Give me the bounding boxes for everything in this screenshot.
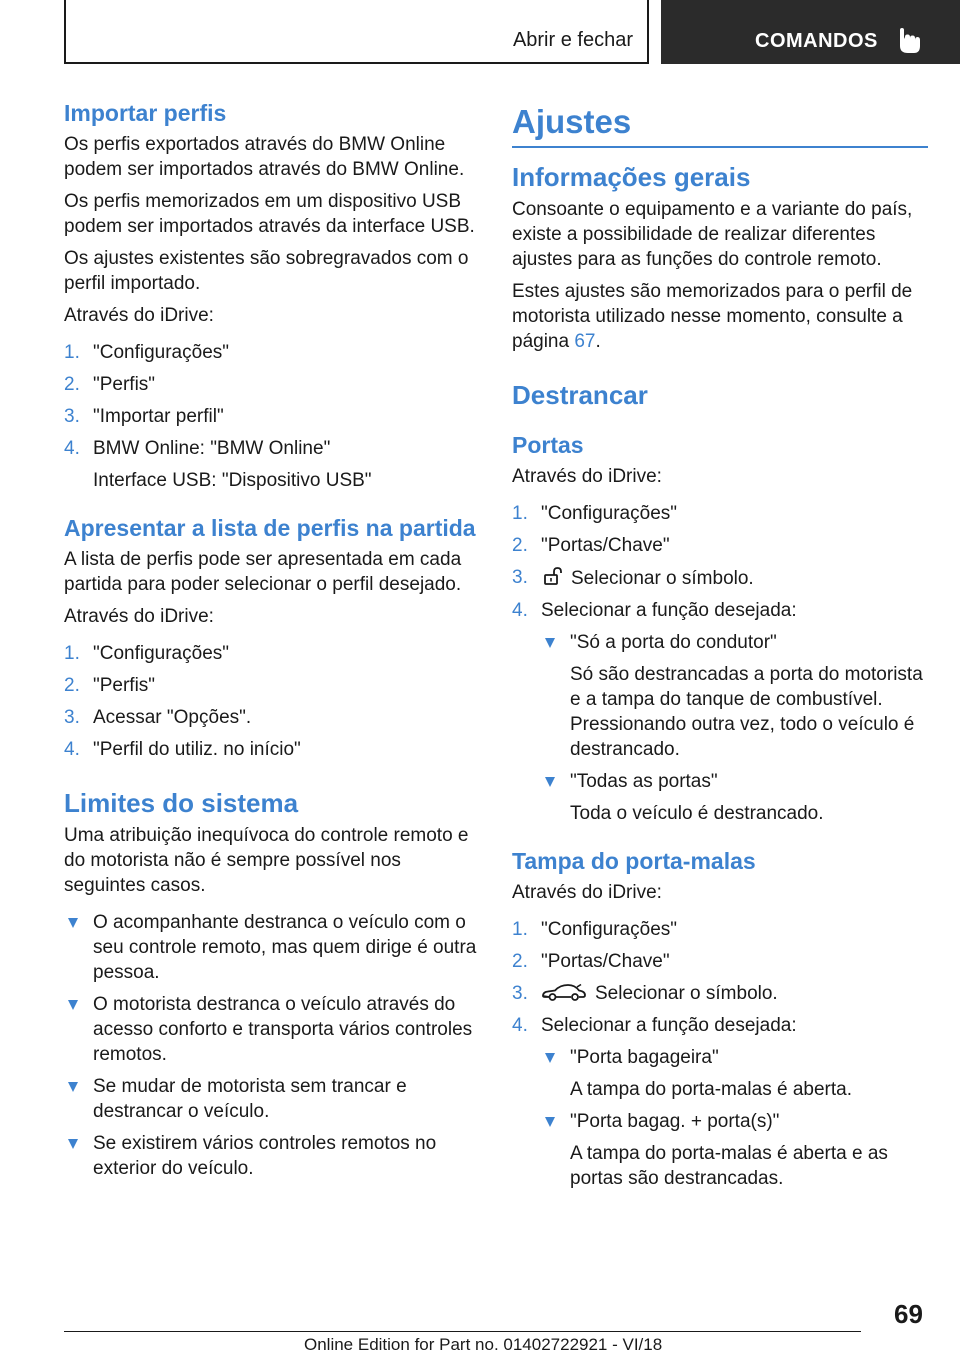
step-number: 4. — [512, 1015, 528, 1036]
option-detail: Só são destrancadas a porta do motorista e a tampa do tanque de combustível. Pressionando outra vez, todo o veículo é destrancado. — [570, 664, 923, 760]
option-list-tampa — [541, 1045, 928, 1191]
option-detail: Toda o veículo é destrancado. — [570, 803, 824, 824]
right-column — [512, 100, 928, 1191]
step-item — [512, 501, 928, 526]
option-item — [541, 769, 928, 826]
triangle-bullet-icon — [68, 918, 78, 928]
step-number: 1. — [64, 342, 80, 363]
step-text: "Configurações" — [541, 503, 678, 524]
paragraph: Estes ajustes são memorizados para o perfil de motorista utilizado nesse momento, consulte a página 67. — [512, 281, 913, 352]
bullet-text: Se existirem vários controles remotos no exterior do veículo. — [93, 1133, 437, 1179]
footer-edition-text: Online Edition for Part no. 01402722921 - VI/18 — [304, 1335, 663, 1354]
step-text: "Perfil do utiliz. no início" — [93, 739, 301, 760]
pointing-hand-icon — [897, 26, 923, 54]
step-text: Selecionar a função desejada: — [541, 1015, 797, 1036]
heading-informacoes-gerais: Informações gerais — [512, 162, 751, 192]
step-text: "Configurações" — [93, 342, 230, 363]
step-number: 2. — [64, 374, 80, 395]
step-item — [64, 372, 484, 397]
step-text: Selecionar o símbolo. — [595, 983, 778, 1004]
step-text: "Portas/Chave" — [541, 951, 670, 972]
paragraph: Através do iDrive: — [512, 882, 662, 903]
heading-destrancar: Destrancar — [512, 380, 648, 410]
option-label: "Só a porta do condutor" — [570, 632, 777, 653]
step-item — [64, 673, 484, 698]
step-number: 4. — [64, 438, 80, 459]
step-text: BMW Online: "BMW Online" — [93, 438, 331, 459]
heading-ajustes: Ajustes — [512, 103, 632, 140]
heading-rule — [512, 146, 928, 148]
step-number: 3. — [64, 406, 80, 427]
option-detail: A tampa do porta-malas é aberta e as portas são destrancadas. — [570, 1143, 888, 1189]
header-chapter-title: COMANDOS — [755, 30, 878, 52]
bullet-item — [64, 1131, 484, 1181]
option-detail: A tampa do porta-malas é aberta. — [570, 1079, 852, 1100]
triangle-bullet-icon — [545, 777, 555, 787]
step-number: 2. — [512, 951, 528, 972]
heading-limites-sistema: Limites do sistema — [64, 788, 299, 818]
option-list-portas — [541, 630, 928, 826]
triangle-bullet-icon — [545, 638, 555, 648]
step-item — [512, 981, 928, 1006]
step-item — [512, 533, 928, 558]
step-item — [512, 1013, 928, 1191]
paragraph: Os ajustes existentes são sobregravados com o perfil importado. — [64, 248, 469, 294]
step-text: Acessar "Opções". — [93, 707, 252, 728]
steps-list-importar — [64, 340, 484, 493]
step-number: 1. — [64, 643, 80, 664]
step-item — [512, 565, 928, 591]
triangle-bullet-icon — [68, 1082, 78, 1092]
step-item — [512, 598, 928, 826]
heading-apresentar-lista: Apresentar a lista de perfis na partida — [64, 515, 476, 541]
header-section-box — [64, 0, 649, 64]
option-label: "Todas as portas" — [570, 771, 718, 792]
step-number: 2. — [64, 675, 80, 696]
steps-list-tampa — [512, 917, 928, 1191]
step-item — [64, 641, 484, 666]
triangle-bullet-icon — [545, 1053, 555, 1063]
step-number: 2. — [512, 535, 528, 556]
bullet-item — [64, 1074, 484, 1124]
paragraph: Os perfis exportados através do BMW Online podem ser importados através do BMW Online. — [64, 134, 465, 180]
step-text: Selecionar a função desejada: — [541, 600, 797, 621]
header-chapter-tab — [661, 0, 960, 64]
page-number: 69 — [894, 1299, 923, 1329]
left-column — [64, 100, 484, 1181]
step-number: 3. — [64, 707, 80, 728]
step-item — [64, 436, 484, 493]
car-icon — [541, 982, 587, 1002]
step-number: 4. — [64, 739, 80, 760]
step-number: 4. — [512, 600, 528, 621]
bullet-item — [64, 992, 484, 1067]
step-text: "Portas/Chave" — [541, 535, 670, 556]
step-text: "Configurações" — [93, 643, 230, 664]
option-label: "Porta bagag. + porta(s)" — [570, 1111, 780, 1132]
heading-tampa-porta-malas: Tampa do porta-malas — [512, 848, 756, 874]
step-item — [512, 949, 928, 974]
steps-list-apresentar — [64, 641, 484, 762]
paragraph: Uma atribuição inequívoca do controle remoto e do motorista não é sempre possível nos seguintes casos. — [64, 825, 469, 896]
step-number: 1. — [512, 919, 528, 940]
header-section-title: Abrir e fechar — [512, 29, 633, 51]
step-item — [64, 340, 484, 365]
unlock-icon — [541, 565, 563, 587]
step-number: 3. — [512, 567, 528, 588]
option-item — [541, 1045, 928, 1102]
bullet-item — [64, 910, 484, 985]
step-item — [64, 737, 484, 762]
step-text: "Perfis" — [93, 374, 156, 395]
option-label: "Porta bagageira" — [570, 1047, 719, 1068]
bullet-text: O acompanhante destranca o veículo com o seu controle remoto, mas quem dirige é outra pessoa. — [93, 912, 477, 983]
footer-rule — [64, 1331, 861, 1332]
bullet-list-limites — [64, 910, 484, 1181]
paragraph: Consoante o equipamento e a variante do país, existe a possibilidade de realizar diferentes ajustes para as funções do controle remoto. — [512, 199, 913, 270]
triangle-bullet-icon — [68, 1000, 78, 1010]
triangle-bullet-icon — [545, 1117, 555, 1127]
paragraph: Através do iDrive: — [64, 305, 214, 326]
step-item — [64, 404, 484, 429]
option-item — [541, 630, 928, 762]
step-number: 1. — [512, 503, 528, 524]
paragraph: Através do iDrive: — [512, 466, 662, 487]
step-text: "Configurações" — [541, 919, 678, 940]
step-item — [64, 705, 484, 730]
step-number: 3. — [512, 983, 528, 1004]
paragraph: Os perfis memorizados em um dispositivo USB podem ser importados através da interface USB. — [64, 191, 475, 237]
step-text: "Perfis" — [93, 675, 156, 696]
heading-portas: Portas — [512, 432, 584, 458]
bullet-text: O motorista destranca o veículo através do acesso conforto e transporta vários controles remotos. — [93, 994, 473, 1065]
bullet-text: Se mudar de motorista sem trancar e destrancar o veículo. — [93, 1076, 407, 1122]
heading-importar-perfis: Importar perfis — [64, 100, 227, 126]
step-text: Selecionar o símbolo. — [571, 568, 754, 589]
step-subtext: Interface USB: "Dispositivo USB" — [93, 470, 372, 491]
steps-list-portas — [512, 501, 928, 826]
paragraph: Através do iDrive: — [64, 606, 214, 627]
step-text: "Importar perfil" — [93, 406, 224, 427]
triangle-bullet-icon — [68, 1139, 78, 1149]
paragraph: A lista de perfis pode ser apresentada em cada partida para poder selecionar o perfil desejado. — [64, 549, 462, 595]
page-link[interactable]: 67 — [574, 331, 596, 352]
step-item — [512, 917, 928, 942]
option-item — [541, 1109, 928, 1191]
